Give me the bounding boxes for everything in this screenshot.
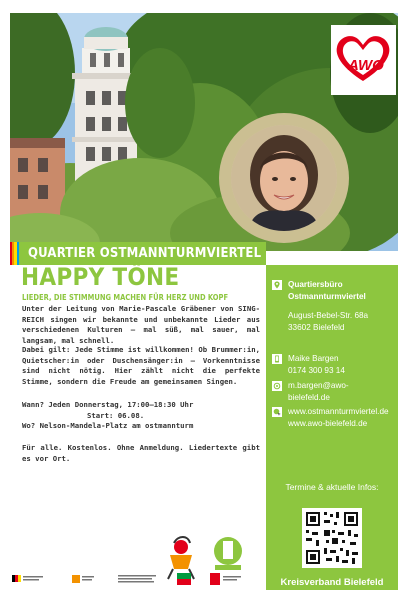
schedule-when: Wann? Jeden Donnerstag, 17:00–18:30 Uhr: [22, 400, 194, 409]
phone-icon: [272, 354, 282, 364]
quartier-label: QUARTIER OSTMANNTURMVIERTEL: [21, 242, 266, 265]
awo-logo-text: AWO: [348, 57, 384, 74]
web-row: [272, 406, 389, 429]
at-sign-icon: [272, 381, 282, 391]
website-awo[interactable]: www.awo-bielefeld.de: [288, 418, 368, 428]
globe-pointer-icon: [272, 407, 282, 417]
office-name-line2: Ostmannturmviertel: [288, 291, 366, 301]
website-quartier[interactable]: www.ostmannturmviertel.de: [288, 407, 389, 416]
contact-person: Maike Bargen: [288, 354, 339, 363]
paragraph-voices: Dabei gilt: Jede Stimme ist willkommen! Ob Brummer:in, Quietscher:in oder Duschensänger:in – Vorkenntnisse sind nicht nötig. Hier zählt nicht die perfekte Stimme, sondern die Freude am gemeinsamen Singen.: [22, 345, 260, 386]
termine-label: Termine & aktuelle Infos:: [285, 482, 379, 492]
event-subtitle: LIEDER, DIE STIMMUNG MACHEN FÜR HERZ UND KOPF: [22, 293, 229, 302]
event-title: HAPPY TÖNE: [21, 263, 180, 291]
office-address-row: [272, 279, 368, 333]
email-row: [272, 380, 349, 403]
office-street: August-Bebel-Str. 68a: [288, 311, 369, 320]
bielefeld-city-logo: [210, 573, 241, 585]
event-schedule: [22, 400, 260, 432]
contact-email-line2[interactable]: bielefeld.de: [288, 392, 330, 402]
qr-code-graphic: [302, 508, 362, 568]
event-description: [22, 304, 260, 346]
phone-row: [272, 353, 345, 376]
poster: [10, 13, 398, 590]
sing-reich-mascot: [168, 537, 194, 579]
sponsor-logos-graphic: [10, 533, 266, 590]
portrait-photo: [231, 125, 337, 231]
portrait-illustration: [231, 125, 337, 231]
contact-sidebar: [266, 265, 398, 590]
sponsor-logos: [10, 533, 266, 590]
sponsor-mark-two: [72, 575, 94, 583]
paragraph-intro: Unter der Leitung von Marie-Pascale Gräbener von SING-REICH singen wir bekannte und unbekannte Lieder aus verschiedenen Kulturen – mal süß, mal sauer, mal langsam, mal schnell.: [22, 304, 260, 345]
location-pin-icon: [272, 280, 282, 290]
event-details: [22, 345, 260, 387]
portrait-frame: [219, 113, 349, 243]
awo-logo: [331, 25, 396, 95]
nrw-ministry-logo: [118, 575, 156, 583]
office-name-line1: Quartiersbüro: [288, 280, 343, 289]
contact-email-line1[interactable]: m.bargen@awo-: [288, 381, 349, 390]
nrw-coat-of-arms: [177, 573, 191, 585]
federal-ministry-logo: [12, 575, 43, 582]
event-notes: [22, 443, 260, 464]
qr-code[interactable]: [302, 508, 362, 568]
paragraph-free: Für alle. Kostenlos. Ohne Anmeldung. Liedertexte gibt es vor Ort.: [22, 443, 260, 463]
rainbow-stripes: [10, 242, 21, 265]
schedule-where: Wo? Nelson-Mandela-Platz am ostmannturm: [22, 421, 194, 430]
office-city: 33602 Bielefeld: [288, 322, 345, 332]
quartier-banner: [10, 242, 266, 265]
contact-phone[interactable]: 0174 300 93 14: [288, 365, 345, 375]
quartier-badge-logo: [214, 537, 242, 570]
kreisverband-label: Kreisverband Bielefeld: [280, 577, 384, 588]
schedule-start: Start: 06.08.: [87, 410, 145, 420]
